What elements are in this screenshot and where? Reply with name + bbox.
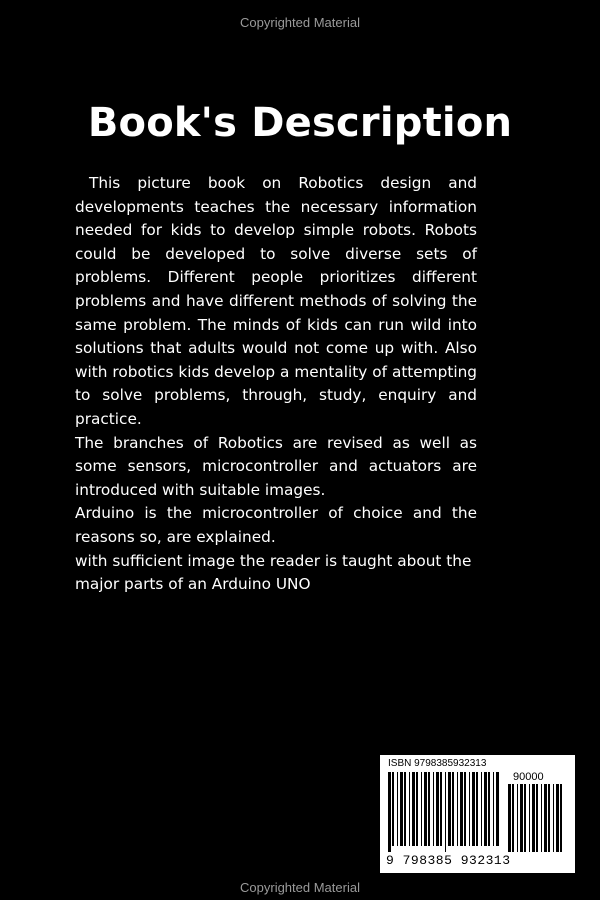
book-description <box>75 172 477 597</box>
description-paragraph-4: with sufficient image the reader is taught about the major parts of an Arduino UNO <box>75 551 472 594</box>
barcode-bars-icon <box>388 772 502 852</box>
copyright-watermark-top: Copyrighted Material <box>240 15 360 30</box>
isbn-digits: 9 798385 932313 <box>386 853 511 868</box>
isbn-label: ISBN 9798385932313 <box>388 758 487 769</box>
price-code: 90000 <box>513 771 544 783</box>
description-paragraph-2: The branches of Robotics are revised as well as some sensors, microcontroller and actuators are introduced with suitable images. <box>75 433 477 499</box>
description-paragraph-1: This picture book on Robotics design and developments teaches the necessary information needed for kids to develop simple robots. Robots could be developed to solve diverse sets of problems. Different people prioritizes different problems and have different methods of solving the same problem. The minds of kids can run wild into solutions that adults would not come up with. Also with robotics kids develop a mentality of attempting to solve problems, through, study, enquiry and practice. <box>75 174 477 428</box>
copyright-watermark-bottom: Copyrighted Material <box>240 880 360 895</box>
price-barcode-bars-icon <box>508 784 566 852</box>
isbn-barcode <box>380 755 575 873</box>
description-paragraph-3: Arduino is the microcontroller of choice and the reasons so, are explained. <box>75 504 477 546</box>
page-title: Book's Description <box>87 100 513 146</box>
